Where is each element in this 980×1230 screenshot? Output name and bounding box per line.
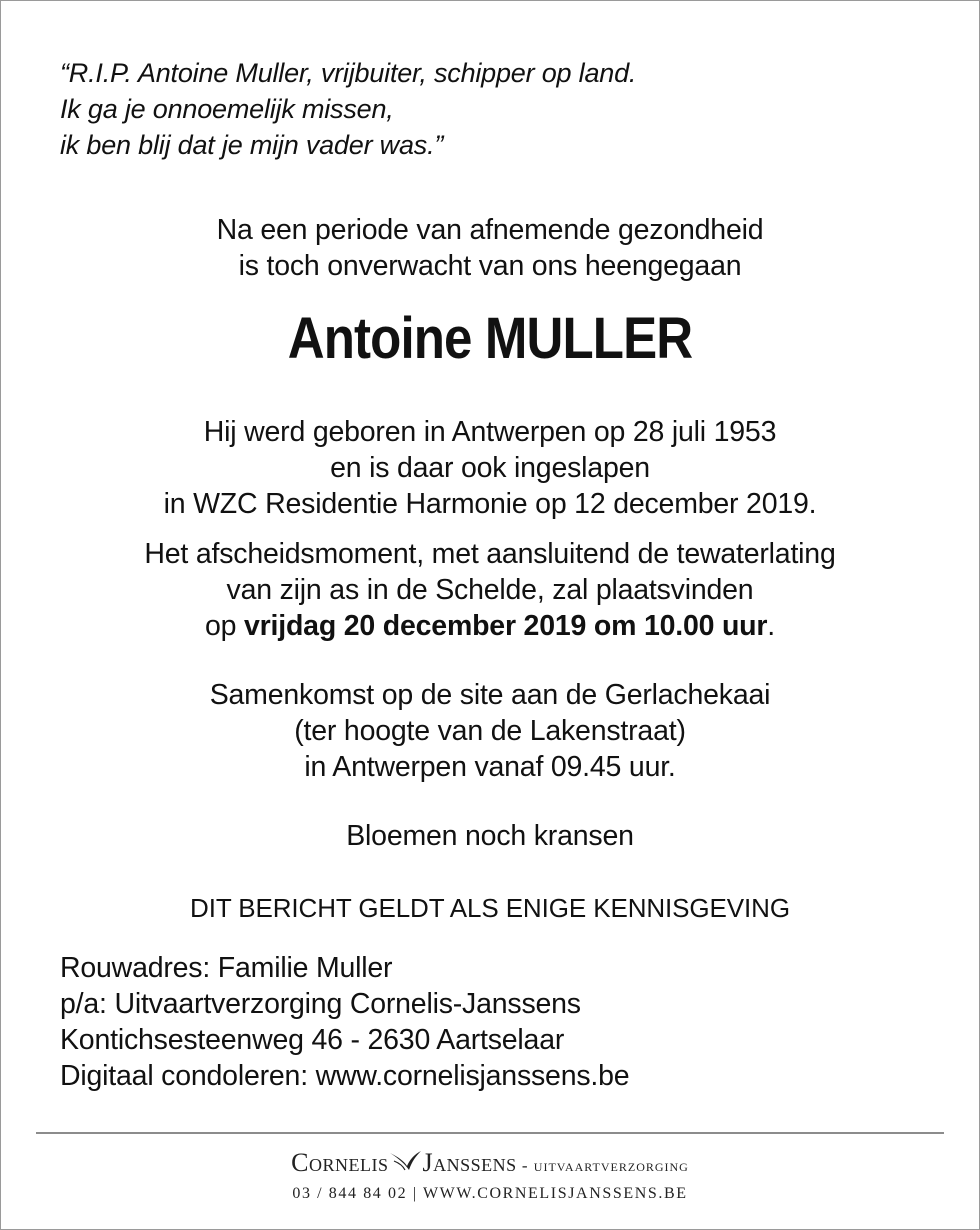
- brand-left: Cornelis: [291, 1148, 389, 1177]
- funeral-home-brand: [0, 1146, 980, 1183]
- contact-website: WWW.CORNELISJANSSENS.BE: [422, 1185, 688, 1202]
- address-line-2: p/a: Uitvaartverzorging Cornelis-Janssens: [60, 988, 581, 1020]
- ceremony-date: vrijdag 20 december 2019 om 10.00 uur: [244, 610, 768, 642]
- address-block: [60, 950, 629, 1094]
- ceremony-prefix: op: [204, 610, 244, 642]
- quote-line-1: “R.I.P. Antoine Muller, vrijbuiter, schipper op land.: [60, 58, 637, 88]
- address-line-3: Kontichsesteenweg 46 - 2630 Aartselaar: [60, 1024, 565, 1056]
- brand-right: Janssens: [422, 1148, 517, 1177]
- gathering-line-2: (ter hoogte van de Lakenstraat): [294, 715, 686, 747]
- swallow-icon: [388, 1149, 422, 1175]
- footer-divider: [36, 1132, 944, 1134]
- birth-line-2: en is daar ook ingeslapen: [330, 452, 650, 484]
- ceremony-block: [0, 536, 980, 644]
- quote-block: [60, 55, 636, 163]
- deceased-name: Antoine MULLER: [287, 306, 693, 371]
- flowers-text: Bloemen noch kransen: [346, 820, 634, 852]
- birth-line-3: in WZC Residentie Harmonie op 12 december 2019.: [163, 488, 817, 520]
- birth-block: [0, 414, 980, 522]
- gathering-line-1: Samenkomst op de site aan de Gerlachekaai: [209, 679, 771, 711]
- funeral-home-contact: [0, 1183, 980, 1205]
- intro-line-2: is toch onverwacht van ons heengegaan: [238, 250, 742, 282]
- contact-phone: 03 / 844 84 02: [292, 1185, 408, 1202]
- intro-block: [0, 212, 980, 284]
- birth-line-1: Hij werd geboren in Antwerpen op 28 juli 1953: [203, 416, 777, 448]
- address-line-1: Rouwadres: Familie Muller: [60, 952, 393, 984]
- brand-sub: - uitvaartverzorging: [516, 1156, 689, 1175]
- gathering-block: [0, 677, 980, 785]
- notice-statement: DIT BERICHT GELDT ALS ENIGE KENNISGEVING: [190, 893, 790, 923]
- ceremony-line-3: [0, 608, 980, 644]
- quote-line-3: ik ben blij dat je mijn vader was.”: [60, 130, 444, 160]
- address-line-4: Digitaal condoleren: www.cornelisjanssens.be: [60, 1060, 630, 1092]
- gathering-line-3: in Antwerpen vanaf 09.45 uur.: [304, 751, 676, 783]
- quote-line-2: Ik ga je onnoemelijk missen,: [60, 94, 394, 124]
- ceremony-suffix: .: [767, 610, 776, 642]
- ceremony-line-1: Het afscheidsmoment, met aansluitend de tewaterlating: [144, 538, 836, 570]
- ceremony-line-2: van zijn as in de Schelde, zal plaatsvinden: [226, 574, 754, 606]
- flowers-block: [0, 818, 980, 854]
- intro-line-1: Na een periode van afnemende gezondheid: [216, 214, 764, 246]
- contact-separator: |: [412, 1185, 418, 1202]
